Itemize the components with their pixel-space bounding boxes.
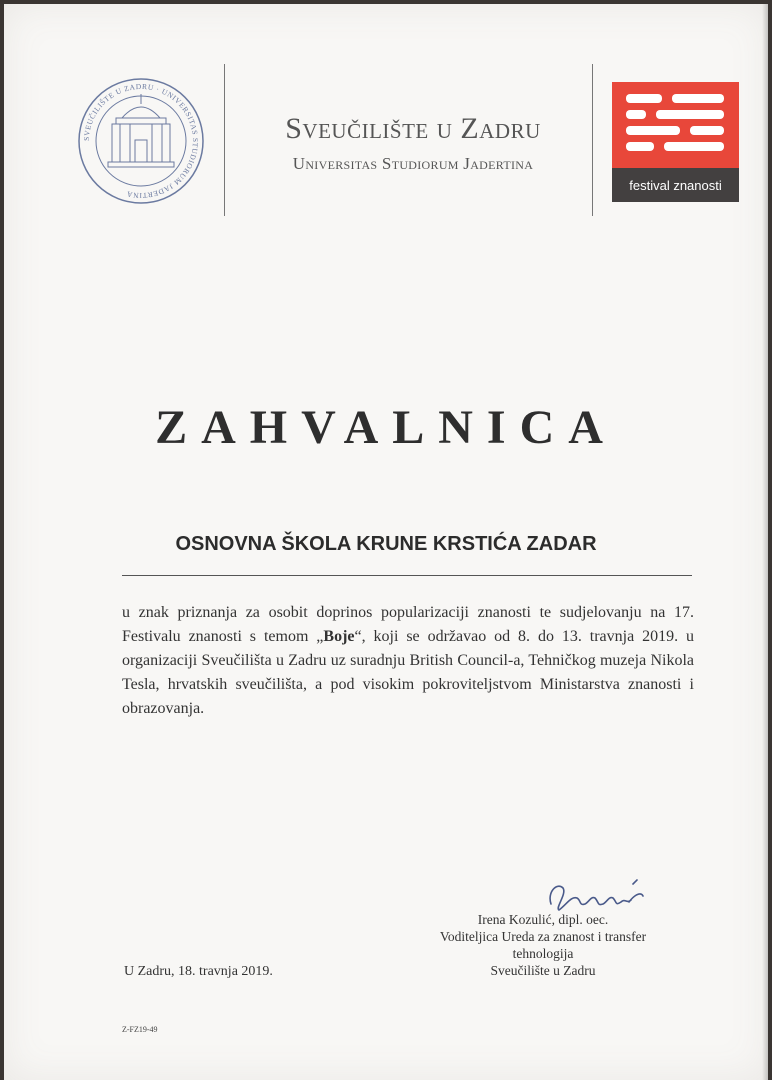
- acknowledgement-text: [122, 601, 694, 721]
- body-rest: “, koji se održavao od 8. do 13. travnja 2019. u organizaciji Sveučilišta u Zadru uz suradnju British Council-a, Tehničkog muzeja Nikola Tesla, hrvatskih sveučilišta, a pod visokim pokroviteljstvom Ministarstva znanosti i obrazovanja.: [122, 628, 695, 717]
- university-name: Sveučilište u Zadru: [285, 112, 541, 145]
- festival-logo-label: festival znanosti: [612, 168, 739, 202]
- body-intro: u znak priznanja za osobit doprinos popularizaciji znanosti te sudjelovanju na 17. Festivalu znanosti s temom „: [122, 604, 694, 645]
- recipient-name: OSNOVNA ŠKOLA KRUNE KRSTIĆA ZADAR: [175, 533, 597, 555]
- recipient-underline: [122, 575, 692, 576]
- header-divider-right: [592, 64, 593, 216]
- festival-theme: Boje: [323, 628, 355, 645]
- certificate-title: ZAHVALNICA: [155, 401, 617, 454]
- letterhead: [4, 4, 768, 234]
- certificate-sheet: [4, 4, 768, 1080]
- university-latin-name: Universitas Studiorum Jadertina: [292, 154, 534, 173]
- signer-name: Irena Kozulić, dipl. oec.: [477, 912, 609, 927]
- header-divider-left: [224, 64, 225, 216]
- document-code: Z-FZ19-49: [122, 1025, 158, 1034]
- seal-ring-text: SVEUČILIŠTE U ZADRU · UNIVERSITAS STUDIORUM JADERTINA: [81, 81, 201, 201]
- signer-institution: Sveučilište u Zadru: [490, 963, 596, 978]
- page-edge-shadow: [762, 4, 768, 1080]
- university-seal-icon: [74, 76, 208, 206]
- festival-bars-icon: [612, 82, 739, 168]
- place-and-date: U Zadru, 18. travnja 2019.: [124, 964, 273, 979]
- festival-logo: [612, 82, 739, 202]
- festival-logo-mark: [612, 82, 739, 168]
- signer-role: Voditeljica Ureda za znanost i transfer tehnologija: [439, 929, 647, 961]
- signature-block: [408, 911, 678, 979]
